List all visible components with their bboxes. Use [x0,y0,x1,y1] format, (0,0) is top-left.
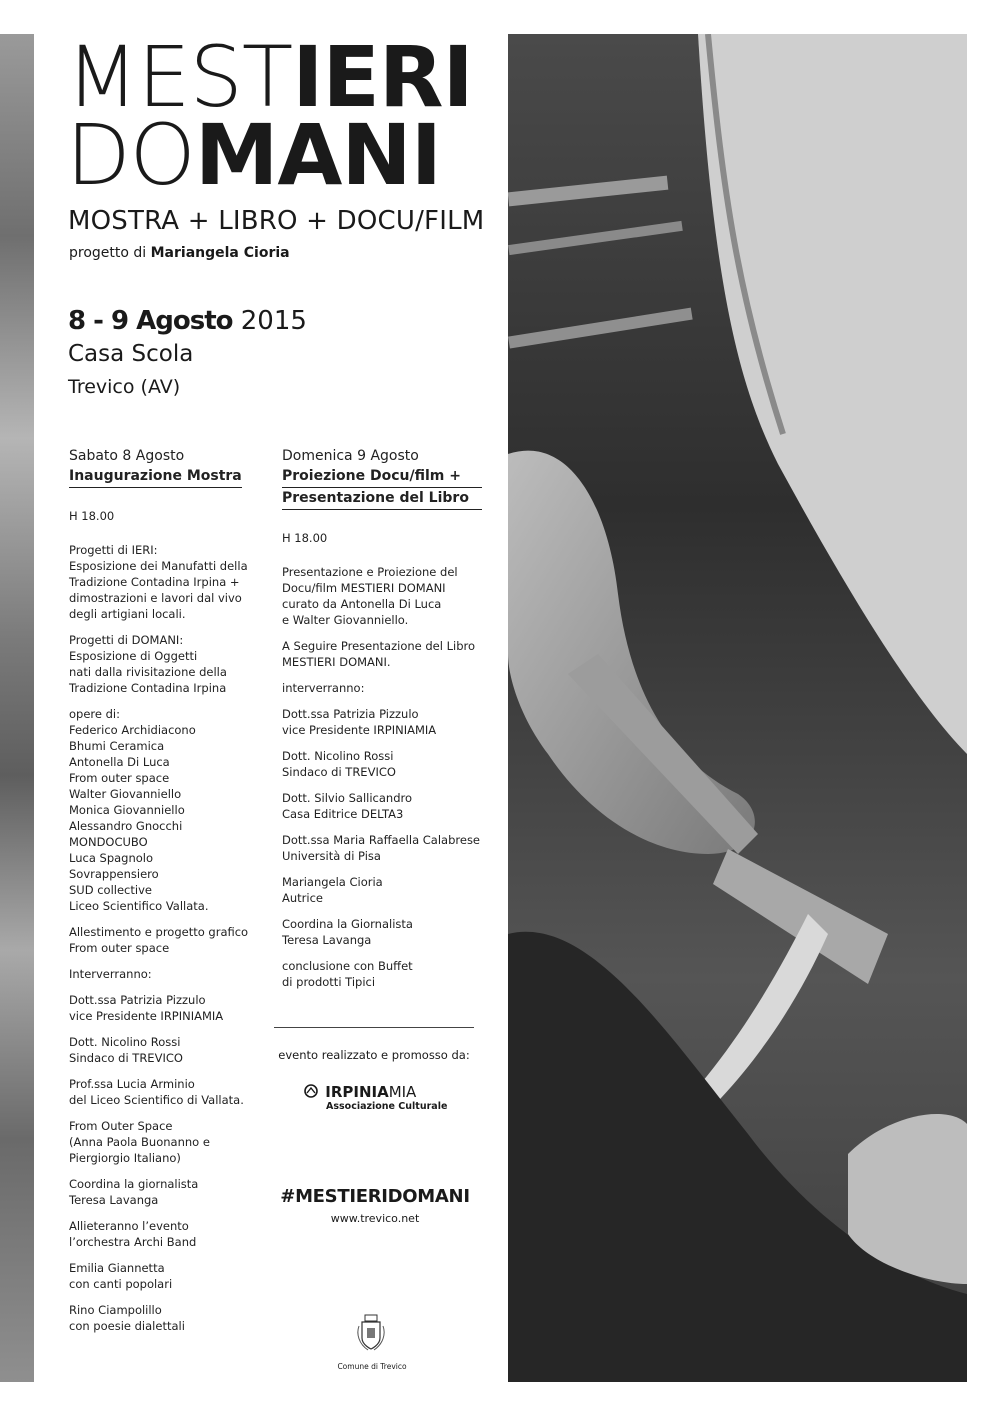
saturday-line: Sovrappensiero [69,867,159,881]
saturday-line: con canti popolari [69,1277,173,1291]
saturday-line: Bhumi Ceramica [69,739,165,753]
saturday-block [69,632,269,696]
saturday-line: Prof.ssa Lucia Arminio [69,1077,195,1091]
left-photo-strip [0,34,34,1382]
saturday-line: Walter Giovanniello [69,787,182,801]
saturday-line: (Anna Paola Buonanno e [69,1135,210,1149]
sunday-block [282,706,482,738]
saturday-block [69,542,269,622]
saturday-line: opere di: [69,707,120,721]
subtitle: MOSTRA + LIBRO + DOCU/FILM [68,206,485,236]
sunday-block [282,874,482,906]
sunday-line: di prodotti Tipici [282,975,376,989]
sunday-time: H 18.00 [282,531,328,545]
saturday-line: Luca Spagnolo [69,851,154,865]
logo-wordmark [304,1083,464,1101]
logo-rest: MIA [388,1083,417,1101]
logo-subtitle: Associazione Culturale [326,1101,448,1112]
sunday-block [282,564,482,628]
saturday-blocks [69,542,269,1334]
sunday-line: MESTIERI DOMANI. [282,655,391,669]
sunday-block [282,790,482,822]
irpiniamia-logo [304,1083,464,1112]
saturday-block [69,966,269,982]
sunday-line: Dott.ssa Patrizia Pizzulo [282,707,419,721]
title-line-2-light: DO [66,106,195,204]
sunday-day: Domenica 9 Agosto [282,448,419,464]
comune-crest-icon [356,1312,386,1352]
saturday-block [69,1176,269,1208]
saturday-line: Rino Ciampolillo [69,1303,162,1317]
title-line-1-light: MEST [66,28,293,126]
saturday-line: Piergiorgio Italiano) [69,1151,181,1165]
town: Trevico (AV) [68,376,181,398]
sunday-line: e Walter Giovanniello. [282,613,409,627]
saturday-line: Liceo Scientifico Vallata. [69,899,209,913]
sunday-line: conclusione con Buffet [282,959,413,973]
saturday-line: Esposizione dei Manufatti della [69,559,248,573]
sunday-event-line-1: Proiezione Docu/film + [282,466,482,488]
saturday-line: degli artigiani locali. [69,607,186,621]
byline-author: Mariangela Cioria [150,245,290,261]
sunday-line: vice Presidente IRPINIAMIA [282,723,437,737]
saturday-line: Monica Giovanniello [69,803,185,817]
title-line-2 [66,106,473,204]
saturday-line: Allestimento e progetto grafico [69,925,249,939]
saturday-block [69,706,269,914]
saturday-line: From Outer Space [69,1119,173,1133]
sunday-line: Dott. Nicolino Rossi [282,749,394,763]
saturday-line: Progetti di DOMANI: [69,633,184,647]
saturday-line: Alessandro Gnocchi [69,819,183,833]
saturday-block [69,1118,269,1166]
comune-label: Comune di Trevico [337,1362,407,1371]
saturday-line: Teresa Lavanga [69,1193,159,1207]
saturday-line: Interverranno: [69,967,152,981]
saturday-line: Allieteranno l’evento [69,1219,189,1233]
event-date [68,306,307,336]
sunday-line: A Seguire Presentazione del Libro [282,639,476,653]
main-title [66,28,473,204]
saturday-line: Tradizione Contadina Irpina [69,681,227,695]
sunday-line: Casa Editrice DELTA3 [282,807,404,821]
saturday-block [69,924,269,956]
hashtag: #MESTIERIDOMANI [280,1186,470,1207]
saturday-time: H 18.00 [69,509,115,523]
sunday-block [282,916,482,948]
saturday-line: dimostrazioni e lavori dal vivo [69,591,242,605]
venue: Casa Scola [68,341,194,367]
saturday-line: Progetti di IERI: [69,543,158,557]
saturday-block [69,1076,269,1108]
promo-text: evento realizzato e promosso da: [278,1048,470,1062]
sunday-line: Teresa Lavanga [282,933,372,947]
sunday-line: interverranno: [282,681,365,695]
sunday-line: Presentazione e Proiezione del [282,565,458,579]
byline [69,245,290,261]
sunday-block [282,832,482,864]
saturday-line: Sindaco di TREVICO [69,1051,183,1065]
sunday-block [282,958,482,990]
saturday-line: Esposizione di Oggetti [69,649,198,663]
saturday-line: con poesie dialettali [69,1319,185,1333]
saturday-line: MONDOCUBO [69,835,148,849]
date-year: 2015 [240,306,307,336]
craft-photo [508,34,967,1382]
saturday-event: Inaugurazione Mostra [69,466,242,488]
sunday-line: Dott. Silvio Sallicandro [282,791,413,805]
saturday-line: Dott. Nicolino Rossi [69,1035,181,1049]
saturday-line: del Liceo Scientifico di Vallata. [69,1093,244,1107]
logo-mark-icon [304,1084,320,1098]
sunday-line: Sindaco di TREVICO [282,765,396,779]
saturday-line: Dott.ssa Patrizia Pizzulo [69,993,206,1007]
saturday-block [69,992,269,1024]
saturday-day: Sabato 8 Agosto [69,448,185,464]
saturday-line: Coordina la giornalista [69,1177,199,1191]
sunday-line: Docu/film MESTIERI DOMANI [282,581,446,595]
title-line-1 [66,28,473,126]
saturday-line: Emilia Giannetta [69,1261,165,1275]
sunday-line: Università di Pisa [282,849,381,863]
saturday-line: SUD collective [69,883,152,897]
title-line-1-bold: IERI [292,28,473,126]
saturday-line: vice Presidente IRPINIAMIA [69,1009,224,1023]
sunday-block [282,748,482,780]
sunday-line: Autrice [282,891,323,905]
sunday-line: Mariangela Cioria [282,875,383,889]
sunday-line: curato da Antonella Di Luca [282,597,442,611]
title-line-2-bold: MANI [194,106,441,204]
saturday-block [69,1302,269,1334]
saturday-line: l’orchestra Archi Band [69,1235,197,1249]
saturday-line: From outer space [69,771,170,785]
saturday-block [69,1034,269,1066]
saturday-line: nati dalla rivisitazione della [69,665,227,679]
sunday-block [282,638,482,670]
promo-divider [274,1027,474,1028]
saturday-line: From outer space [69,941,170,955]
saturday-line: Antonella Di Luca [69,755,170,769]
sunday-line: Dott.ssa Maria Raffaella Calabrese [282,833,481,847]
logo-bold: IRPINIA [325,1083,389,1101]
sunday-blocks [282,564,482,990]
sunday-event-line-2: Presentazione del Libro [282,488,482,510]
saturday-block [69,1218,269,1250]
saturday-line: Tradizione Contadina Irpina + [69,575,240,589]
sunday-column [282,446,482,1000]
byline-prefix: progetto di [69,245,147,261]
sunday-block [282,680,482,696]
sunday-line: Coordina la Giornalista [282,917,413,931]
saturday-block [69,1260,269,1292]
date-days: 8 - 9 Agosto [68,306,233,336]
saturday-line: Federico Archidiacono [69,723,196,737]
saturday-column [69,446,269,1344]
website-link[interactable]: www.trevico.net [330,1212,420,1225]
